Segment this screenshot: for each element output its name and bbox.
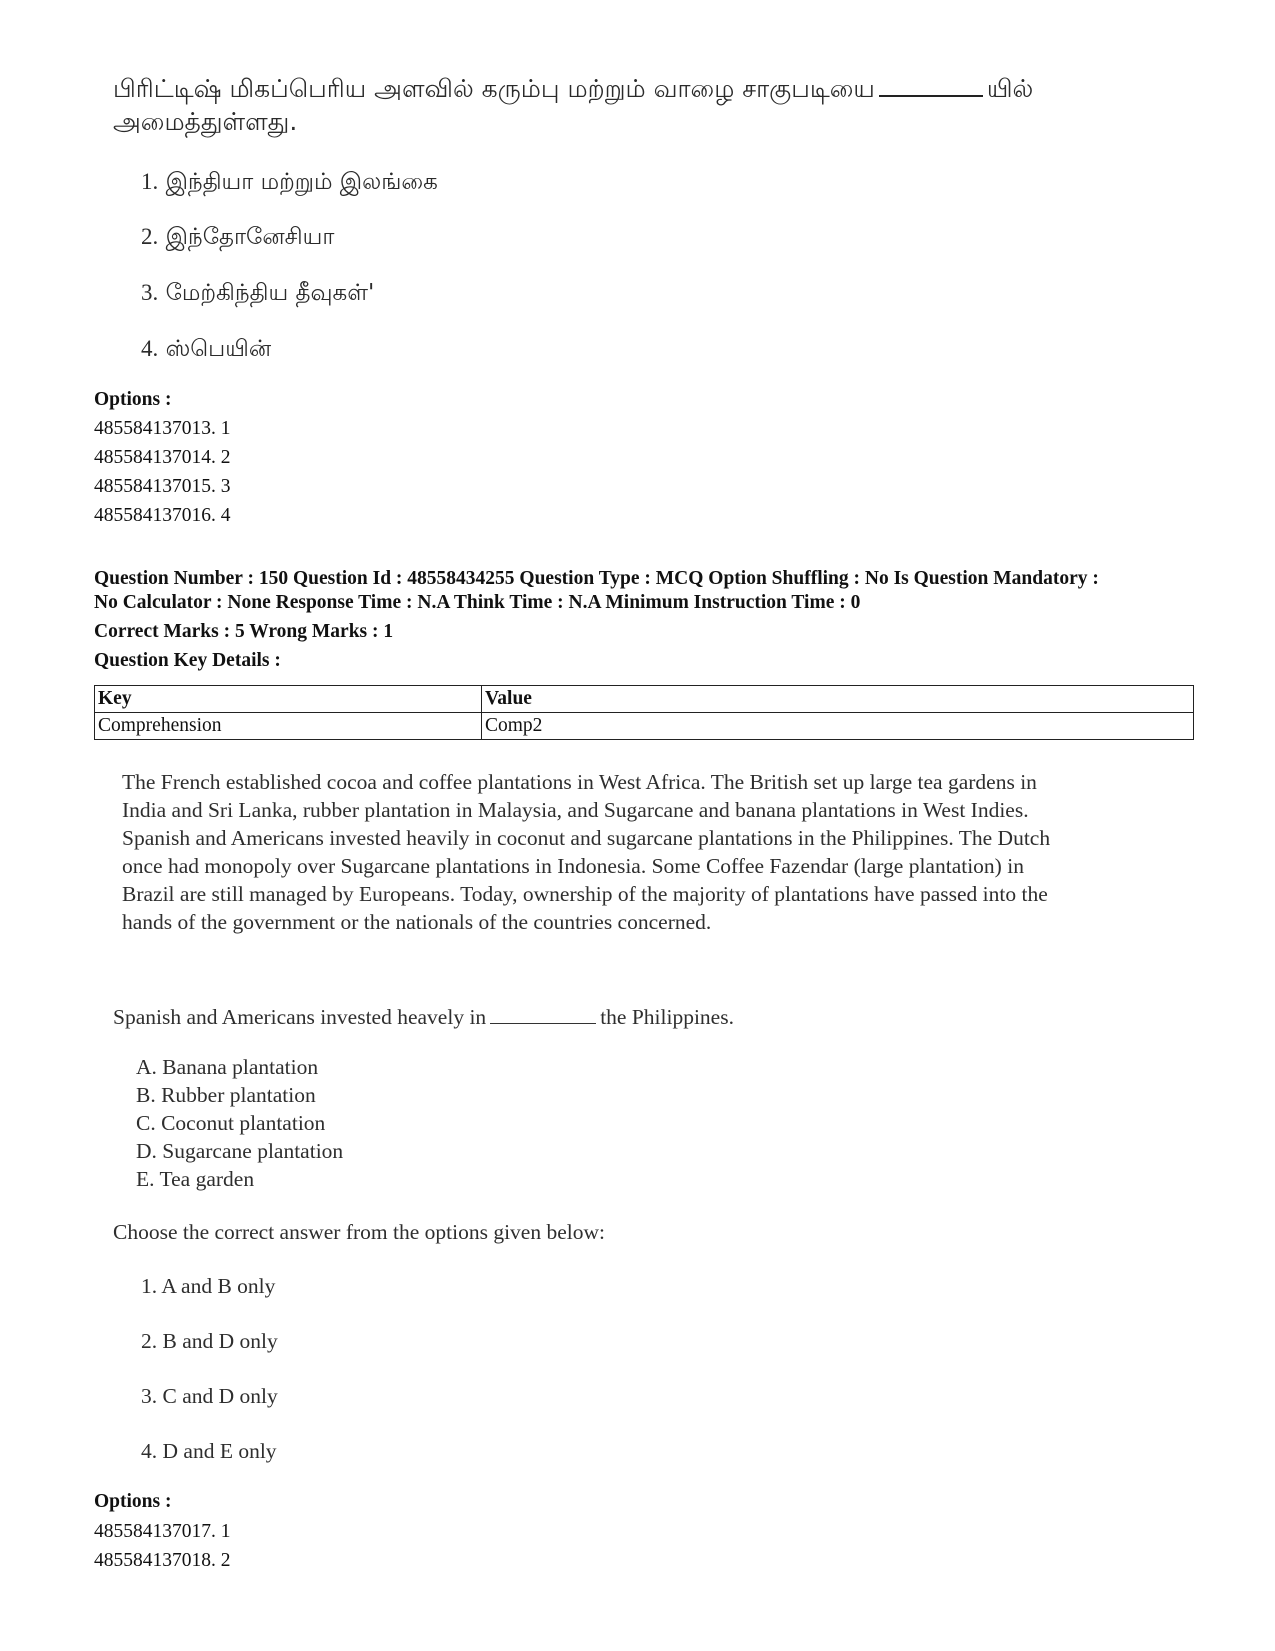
choice-text: ஸ்பெயின்	[165, 336, 272, 362]
answer-blank	[490, 1005, 596, 1024]
statement-item: B. Rubber plantation	[136, 1083, 316, 1107]
passage-line: The French established cocoa and coffee plantations in West Africa. The British set up large tea gardens in	[122, 770, 1037, 794]
statement-item: C. Coconut plantation	[136, 1111, 326, 1135]
option-id: 485584137017. 1	[94, 1521, 231, 1542]
question-stem-part1: Spanish and Americans invested heavely in	[113, 1005, 487, 1029]
options-label: Options :	[94, 389, 172, 410]
choice-number: 3.	[141, 280, 159, 305]
options-label: Options :	[94, 1491, 172, 1512]
option-id: 485584137013. 1	[94, 418, 231, 439]
question-header	[94, 567, 1244, 615]
choice-text: இந்தியா மற்றும் இலங்கை	[165, 169, 438, 195]
key-details-table	[94, 685, 1194, 740]
option-id: 485584137014. 2	[94, 447, 231, 468]
choice-item	[141, 334, 271, 364]
passage-line: India and Sri Lanka, rubber plantation in Malaysia, and Sugarcane and banana plantations in West Indies.	[122, 798, 1029, 822]
option-id: 485584137015. 3	[94, 476, 231, 497]
question-stem-part2: the Philippines.	[600, 1005, 734, 1029]
choice-number: 2.	[141, 224, 159, 249]
question-text	[113, 72, 1153, 138]
choice-number: 4.	[141, 336, 159, 361]
choice-text: இந்தோனேசியா	[165, 224, 335, 250]
statement-item: A. Banana plantation	[136, 1055, 319, 1079]
choice-item: 3. C and D only	[141, 1384, 278, 1408]
marks-info: Correct Marks : 5 Wrong Marks : 1	[94, 621, 394, 642]
question-header-line2: No Calculator : None Response Time : N.A Think Time : N.A Minimum Instruction Time : 0	[94, 592, 861, 613]
table-header-row	[95, 686, 1194, 713]
table-header-value: Value	[482, 686, 1194, 713]
passage-line: Brazil are still managed by Europeans. Today, ownership of the majority of plantations have passed into the	[122, 882, 1048, 906]
choice-item: 1. A and B only	[141, 1274, 276, 1298]
table-cell: Comp2	[482, 713, 1194, 740]
table-header-key: Key	[95, 686, 482, 713]
choice-item	[141, 167, 438, 197]
choice-text: மேற்கிந்திய தீவுகள்'	[165, 280, 375, 306]
table-cell: Comprehension	[95, 713, 482, 740]
passage-line: once had monopoly over Sugarcane plantations in Indonesia. Some Coffee Fazendar (large plantation) in	[122, 854, 1024, 878]
statement-item: E. Tea garden	[136, 1167, 255, 1191]
question-stem	[113, 1003, 734, 1031]
passage-line: Spanish and Americans invested heavily in coconut and sugarcane plantations in the Philippines. The Dutch	[122, 826, 1051, 850]
choose-instruction: Choose the correct answer from the options given below:	[113, 1220, 605, 1244]
question-header-line1: Question Number : 150 Question Id : 48558434255 Question Type : MCQ Option Shuffling : No Is Question Mandatory :	[94, 568, 1099, 589]
option-id: 485584137018. 2	[94, 1550, 231, 1571]
choice-item: 4. D and E only	[141, 1439, 277, 1463]
question-text-part2: யில் அமைத்துள்ளது.	[113, 74, 1034, 136]
choice-item	[141, 278, 374, 308]
answer-blank	[879, 75, 983, 97]
comprehension-passage	[122, 768, 1162, 936]
statement-item: D. Sugarcane plantation	[136, 1139, 344, 1163]
choice-item	[141, 222, 334, 252]
option-id: 485584137016. 4	[94, 505, 231, 526]
question-text-part1: பிரிட்டிஷ் மிகப்பெரிய அளவில் கரும்பு மற்றும் வாழை சாகுபடியை	[113, 74, 875, 103]
passage-line: hands of the government or the nationals of the countries concerned.	[122, 910, 712, 934]
choice-number: 1.	[141, 169, 159, 194]
table-row	[95, 713, 1194, 740]
choice-item: 2. B and D only	[141, 1329, 278, 1353]
key-details-label: Question Key Details :	[94, 650, 281, 671]
